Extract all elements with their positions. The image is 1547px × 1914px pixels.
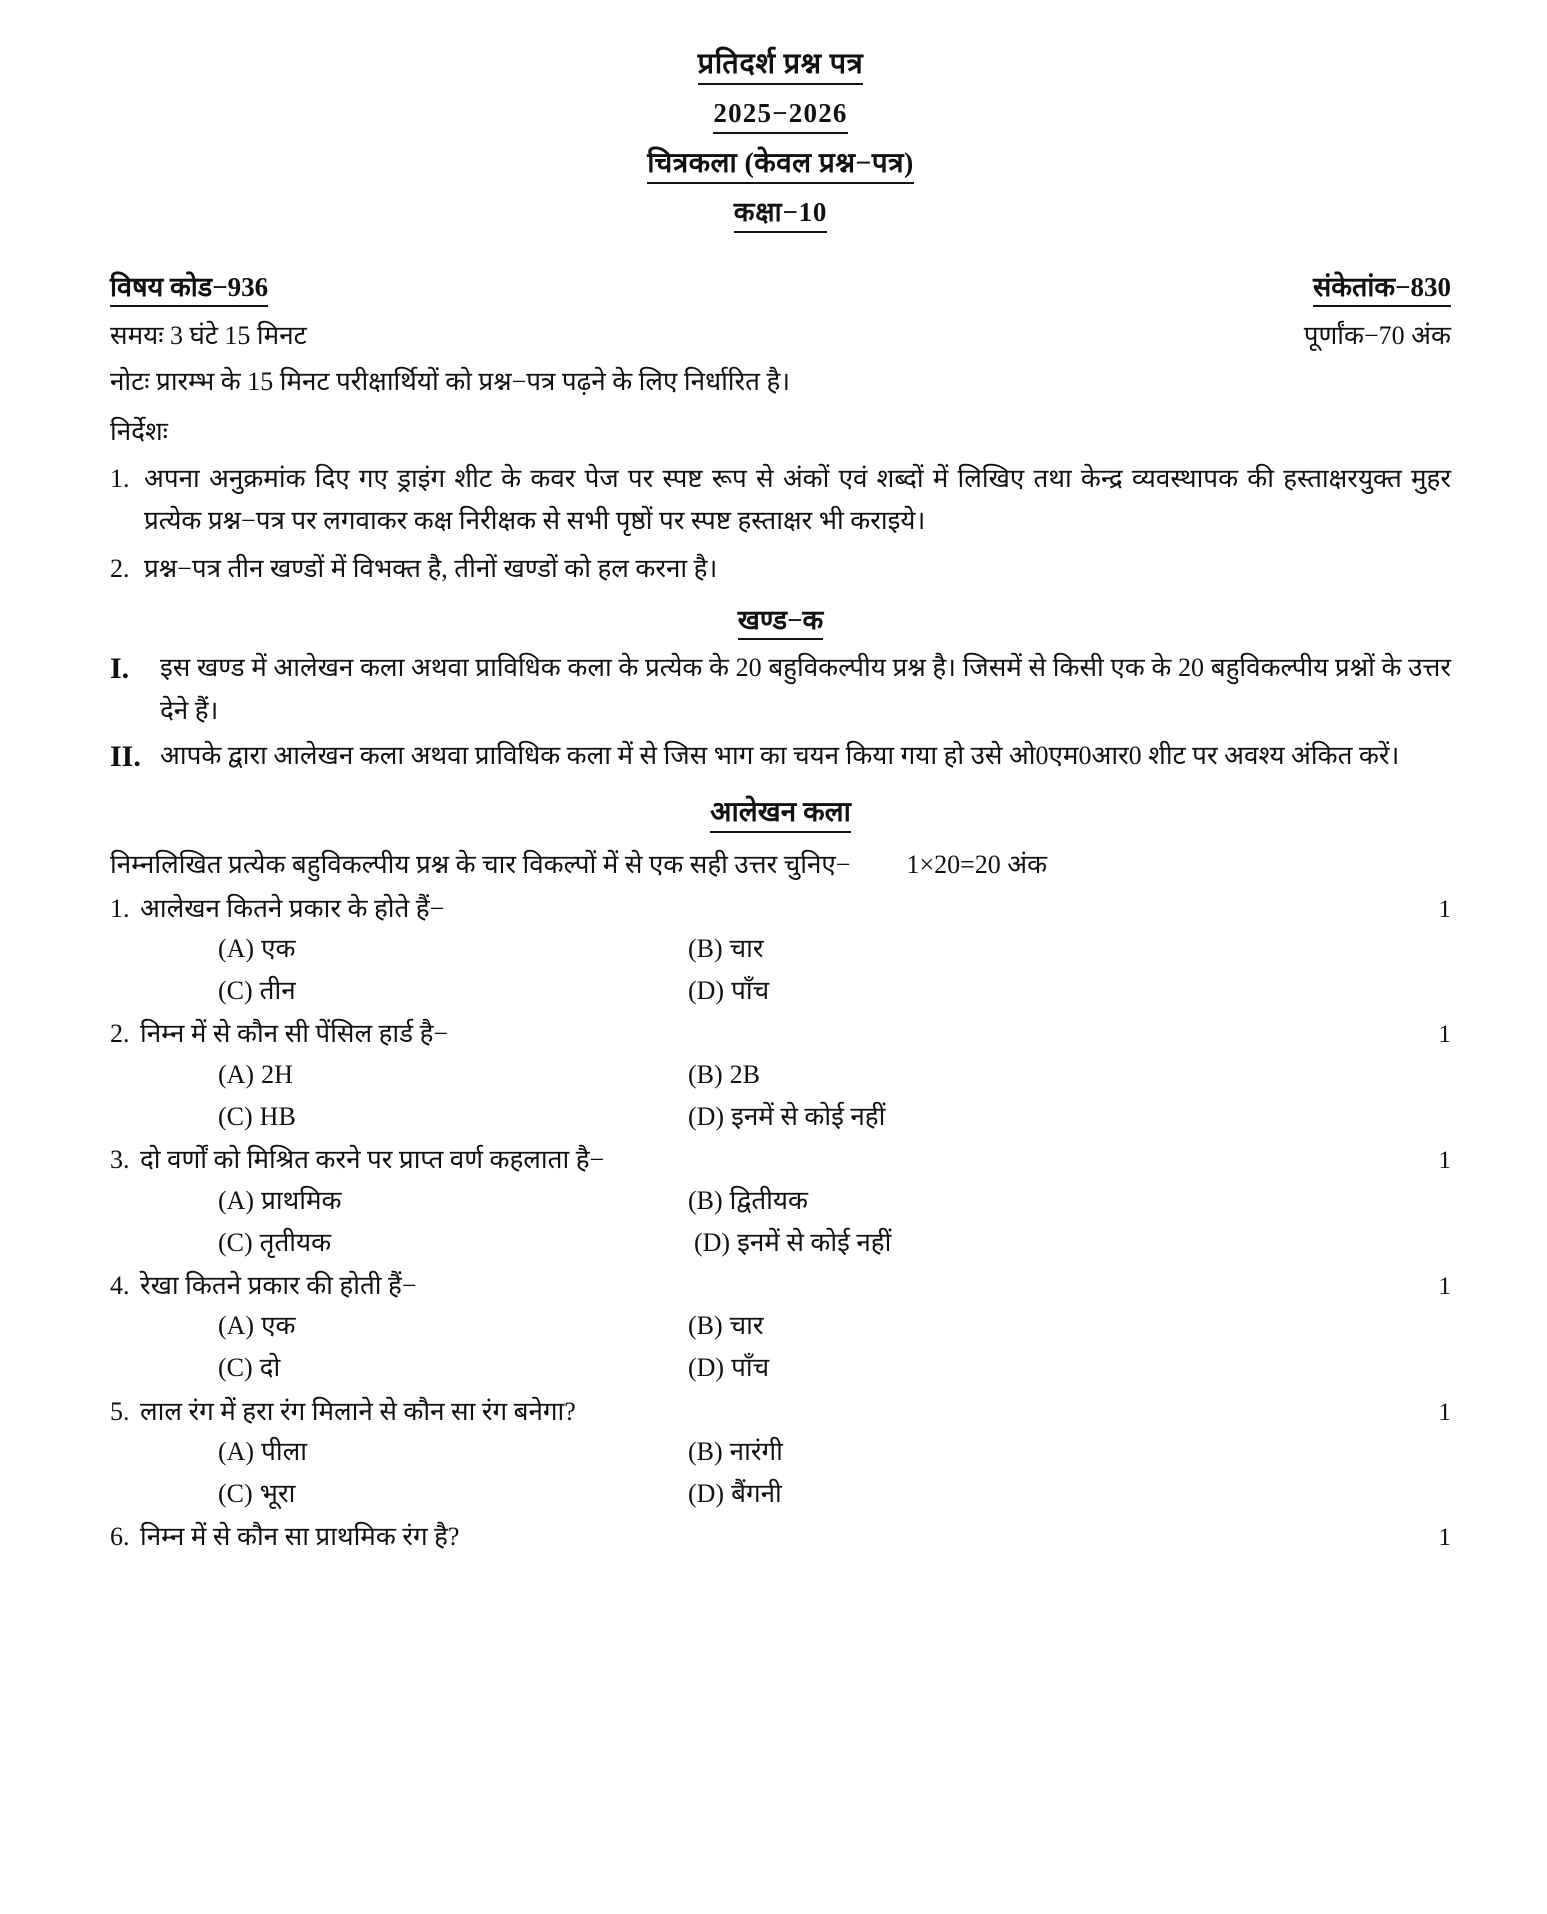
option-a[interactable] <box>218 1431 688 1473</box>
exam-note: नोटः प्रारम्भ के 15 मिनट परीक्षार्थियों को प्रश्न−पत्र पढ़ने के लिए निर्धारित है। <box>110 366 791 396</box>
option-value: पाँच <box>731 1353 770 1383</box>
option-row <box>110 970 1451 1012</box>
question-marks: 1 <box>1438 895 1451 923</box>
document-header <box>110 46 1451 233</box>
option-value: चार <box>729 934 764 964</box>
option-value: इनमें से कोई नहीं <box>731 1101 886 1131</box>
option-c[interactable] <box>218 970 688 1012</box>
option-b[interactable] <box>688 1054 1158 1096</box>
subject-title <box>110 146 1451 184</box>
question-marks: 1 <box>1438 1398 1451 1426</box>
option-label: (D) <box>688 976 725 1006</box>
option-label: (C) <box>218 1479 253 1509</box>
option-row <box>110 1054 1451 1096</box>
option-b[interactable] <box>688 1305 1158 1347</box>
option-row <box>110 1222 1451 1264</box>
option-label: (A) <box>218 1311 255 1341</box>
option-row <box>110 1431 1451 1473</box>
academic-year-text: 2025−2026 <box>713 97 847 134</box>
option-a[interactable] <box>218 928 688 970</box>
option-label: (D) <box>694 1227 731 1257</box>
option-a[interactable] <box>218 1180 688 1222</box>
option-value: पीला <box>261 1437 307 1467</box>
question-number: 2. <box>110 1019 130 1049</box>
option-c[interactable] <box>218 1473 688 1515</box>
option-c[interactable] <box>218 1222 688 1264</box>
question-line <box>110 1014 1451 1054</box>
option-label: (C) <box>218 976 253 1006</box>
section-point-text: आपके द्वारा आलेखन कला अथवा प्राविधिक कला में से जिस भाग का चयन किया गया हो उसे ओ0एम0आर0 शीट पर अवश्य अंकित करें। <box>160 741 1400 771</box>
code-row <box>110 267 1451 307</box>
question-block <box>110 1266 1451 1390</box>
question-line <box>110 889 1451 929</box>
choose-instruction-text: निम्नलिखित प्रत्येक बहुविकल्पीय प्रश्न के चार विकल्पों में से एक सही उत्तर चुनिए− <box>110 849 851 879</box>
option-row <box>110 1096 1451 1138</box>
option-value: इनमें से कोई नहीं <box>737 1227 892 1257</box>
option-value: दो <box>259 1353 281 1383</box>
code-number <box>1313 267 1451 307</box>
option-a[interactable] <box>218 1054 688 1096</box>
option-d[interactable] <box>688 1347 1158 1389</box>
question-text: आलेखन कितने प्रकार के होते हैं− <box>140 893 445 923</box>
question-marks: 1 <box>1438 1147 1451 1175</box>
question-block <box>110 1517 1451 1557</box>
question-marks: 1 <box>1438 1524 1451 1552</box>
option-value: नारंगी <box>729 1437 783 1467</box>
option-b[interactable] <box>688 1180 1158 1222</box>
section-heading <box>110 600 1451 640</box>
option-row <box>110 1347 1451 1389</box>
option-label: (B) <box>688 1311 723 1341</box>
option-d[interactable] <box>688 970 1158 1012</box>
option-value: भूरा <box>259 1479 296 1509</box>
option-label: (D) <box>688 1353 725 1383</box>
option-value: बैंगनी <box>731 1479 782 1509</box>
questions-list <box>110 889 1451 1557</box>
option-value: तीन <box>259 976 296 1006</box>
option-label: (A) <box>218 934 255 964</box>
option-label: (B) <box>688 1185 723 1215</box>
code-number-text: संकेतांक−830 <box>1313 267 1451 307</box>
option-value: तृतीयक <box>259 1227 332 1257</box>
option-d[interactable] <box>688 1222 1164 1264</box>
max-marks: पूर्णांक−70 अंक <box>1303 320 1451 350</box>
question-text: निम्न में से कौन सी पेंसिल हार्ड है− <box>140 1019 449 1049</box>
option-d[interactable] <box>688 1096 1158 1138</box>
instruction-number: 2. <box>110 554 130 584</box>
subsection-heading-text: आलेखन कला <box>710 792 851 833</box>
paper-title <box>110 46 1451 85</box>
option-label: (B) <box>688 934 723 964</box>
option-row <box>110 1473 1451 1515</box>
exam-time: समयः 3 घंटे 15 मिनट <box>110 320 307 350</box>
subject-title-text: चित्रकला (केवल प्रश्न−पत्र) <box>647 146 913 184</box>
question-line <box>110 1140 1451 1180</box>
option-label: (C) <box>218 1227 253 1257</box>
question-line <box>110 1517 1451 1557</box>
subject-code <box>110 267 268 307</box>
option-row <box>110 1305 1451 1347</box>
option-a[interactable] <box>218 1305 688 1347</box>
option-value: चार <box>729 1311 764 1341</box>
instruction-number: 1. <box>110 463 130 493</box>
question-text: लाल रंग में हरा रंग मिलाने से कौन सा रंग बनेगा? <box>140 1396 576 1426</box>
question-line <box>110 1266 1451 1306</box>
instruction-item <box>110 548 1451 590</box>
option-label: (A) <box>218 1059 255 1089</box>
question-number: 3. <box>110 1145 130 1175</box>
option-row <box>110 1180 1451 1222</box>
question-number: 5. <box>110 1396 130 1426</box>
section-heading-text: खण्ड−क <box>738 600 823 640</box>
time-marks-row <box>110 316 1451 352</box>
option-c[interactable] <box>218 1096 688 1138</box>
instruction-text: प्रश्न−पत्र तीन खण्डों में विभक्त है, तीनों खण्डों को हल करना है। <box>144 554 718 584</box>
option-label: (D) <box>688 1479 725 1509</box>
option-value: एक <box>261 1311 296 1341</box>
section-points-list <box>110 646 1451 777</box>
option-c[interactable] <box>218 1347 688 1389</box>
section-point <box>110 646 1451 732</box>
question-block <box>110 1140 1451 1264</box>
option-value: 2B <box>729 1059 761 1089</box>
option-d[interactable] <box>688 1473 1158 1515</box>
option-label: (B) <box>688 1437 723 1467</box>
option-value: पाँच <box>731 976 770 1006</box>
paper-title-text: प्रतिदर्श प्रश्न पत्र <box>698 46 864 85</box>
option-value: प्राथमिक <box>261 1185 342 1215</box>
instruction-text: अपना अनुक्रमांक दिए गए ड्राइंग शीट के कवर पेज पर स्पष्ट रूप से अंकों एवं शब्दों में लिखिए तथा केन्द्र व्यवस्थापक की हस्ताक्षरयुक्त मुहर प्रत्येक प्रश्न−पत्र पर लगवाकर कक्ष निरीक्षक से सभी पृष्ठों पर स्पष्ट हस्ताक्षर भी कराइये। <box>144 463 1451 535</box>
instruction-item <box>110 458 1451 542</box>
section-point <box>110 734 1451 777</box>
subject-code-text: विषय कोड−936 <box>110 267 268 307</box>
option-label: (B) <box>688 1059 723 1089</box>
question-line <box>110 1392 1451 1432</box>
question-text: दो वर्णों को मिश्रित करने पर प्राप्त वर्ण कहलाता है− <box>140 1145 605 1175</box>
question-number: 1. <box>110 893 130 923</box>
question-marks: 1 <box>1438 1021 1451 1049</box>
question-number: 4. <box>110 1270 130 1300</box>
option-row <box>110 928 1451 970</box>
instructions-list <box>110 458 1451 590</box>
option-label: (D) <box>688 1101 725 1131</box>
choose-instruction-row <box>110 845 1451 881</box>
question-text: निम्न में से कौन सा प्राथमिक रंग है? <box>140 1522 460 1552</box>
section-point-numeral: I. <box>110 652 130 686</box>
instructions-label: निर्देशः <box>110 416 168 446</box>
question-block <box>110 1392 1451 1516</box>
option-value: एक <box>261 934 296 964</box>
option-label: (C) <box>218 1353 253 1383</box>
subsection-heading <box>110 792 1451 833</box>
question-marks: 1 <box>1438 1272 1451 1300</box>
section-point-text: इस खण्ड में आलेखन कला अथवा प्राविधिक कला के प्रत्येक के 20 बहुविकल्पीय प्रश्न है। जिसमें से किसी एक के 20 बहुविकल्पीय प्रश्नों के उत्तर देने हैं। <box>160 653 1451 726</box>
option-b[interactable] <box>688 1431 1158 1473</box>
option-b[interactable] <box>688 928 1158 970</box>
section-point-numeral: II. <box>110 740 141 774</box>
option-value: HB <box>259 1101 296 1131</box>
class-title <box>110 196 1451 233</box>
option-label: (C) <box>218 1101 253 1131</box>
question-text: रेखा कितने प्रकार की होती हैं− <box>140 1270 417 1300</box>
question-block <box>110 889 1451 1013</box>
option-value: 2H <box>261 1059 293 1089</box>
question-block <box>110 1014 1451 1138</box>
choose-instruction-marks: 1×20=20 अंक <box>906 849 1048 879</box>
option-label: (A) <box>218 1437 255 1467</box>
option-value: द्वितीयक <box>729 1185 808 1215</box>
class-title-text: कक्षा−10 <box>734 196 827 233</box>
question-number: 6. <box>110 1522 130 1552</box>
academic-year <box>110 97 1451 134</box>
option-label: (A) <box>218 1185 255 1215</box>
